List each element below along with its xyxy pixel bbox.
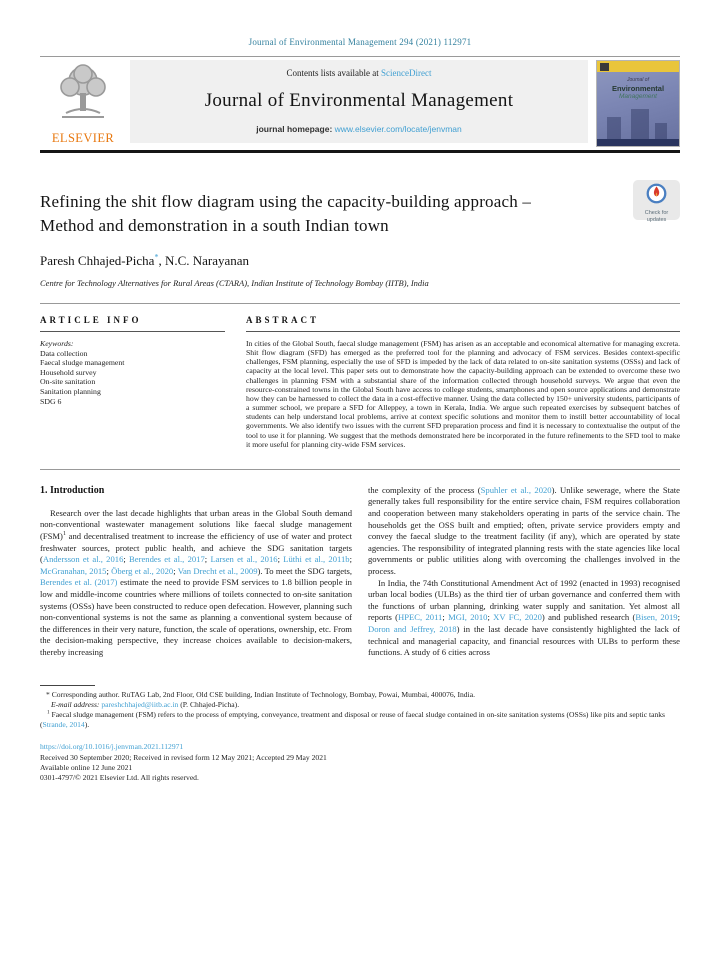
cover-building-shape [607,117,621,139]
keyword-item: Household survey [40,367,97,377]
homepage-line [256,124,462,134]
author-name-2: , N.C. Narayanan [158,253,250,268]
received-line: Received 30 September 2020; Received in revised form 12 May 2021; Accepted 29 May 2021 [40,752,327,762]
article-info-section [40,315,230,449]
update-icon [646,183,667,209]
citation-link[interactable]: Berendes et al. (2017) [40,577,118,588]
info-abstract-block [40,303,680,470]
heading-rule [246,331,680,332]
homepage-label: journal homepage: [256,124,335,134]
available-line: Available online 12 June 2021 [40,763,133,772]
citation-link[interactable]: Strande, 2014 [42,720,85,730]
affiliation: Centre for Technology Alternatives for Rural Areas (CTARA), Indian Institute of Technology Bombay (IITB), India [40,278,429,288]
cover-yellow-band [597,61,679,72]
citation-link[interactable]: Larsen et al., 2016 [210,554,278,565]
cover-emblem [600,63,609,71]
citation-link[interactable]: Berendes et al., 2017 [129,554,205,565]
journal-masthead [40,56,680,153]
citation-link[interactable]: Öberg et al., 2020 [111,565,174,576]
keyword-item: SDG 6 [40,396,62,406]
journal-banner [130,60,588,143]
abstract-section [246,315,680,449]
footnote-1: $^1$ Faecal sludge management (FSM) refers to the process of emptying, conveyance, treatment and disposal or reuse of faecal sludge contained in on-site sanitation systems (OSSs) like pits and septic tanks (Strande, 2014). [40,709,666,730]
intro-paragraph: Research over the last decade highlights that urban areas in the Global South demand non-conventional wastewater management solutions like faecal sludge management (FSM)$^1$ and decentralised treatment to increase the efficiency of use of water and protect freshwater sources, protect public health, and achieve the SDG sanitation targets (Andersson et al., 2016; Berendes et al., 2017; Larsen et al., 2016; Lüthi et al., 2011b; McGranahan, 2015; Öberg et al., 2020; Van Drecht et al., 2009). To meet the SDG targets, Berendes et al. (2017) estimate the need to provide FSM services to 1.8 billion people in low and middle-income countries where millions of toilets connected to on-site sanitation systems (OSSs) have been constructed to reduce open defecation. However, planning such non-conventional systems is not the same as planning a conventional system because of the differences in their very nature, function, the scale of operations, ownership, etc. From the decision-making perspective, they increase choices available to decision-makers, thereby increasing [40,507,352,657]
citation-link[interactable]: Bisen, 2019 [635,612,678,623]
body-columns [40,485,680,659]
keyword-item: On-site sanitation [40,377,96,387]
sciencedirect-link[interactable]: ScienceDirect [381,68,432,78]
abstract-heading: ABSTRACT [246,315,320,325]
article-info-heading: ARTICLE INFO [40,315,142,325]
journal-cover-thumbnail [596,60,680,147]
cover-zone [596,57,680,150]
citation-link[interactable]: Doron and Jeffrey, 2018 [368,624,457,634]
footnote-email: E-mail address: pareshchhajed@iitb.ac.in (P. Chhajed-Picha). [51,699,240,709]
doi-link[interactable]: https://doi.org/10.1016/j.jenvman.2021.112971 [40,741,184,751]
keywords-label: Keywords: [40,339,74,348]
citation-link[interactable]: HPEC, 2011 [398,612,443,623]
copyright-line: 0301-4797/© 2021 Elsevier Ltd. All rights reserved. [40,773,199,783]
intro-column-left [40,485,352,659]
check-updates-badge[interactable] [633,180,680,223]
citation-link[interactable]: pareshchhajed@iitb.ac.in [101,699,179,709]
citation-link[interactable]: Lüthi et al., 2011b [283,554,350,565]
cover-bottom-band [597,139,679,146]
keyword-item: Sanitation planning [40,386,101,396]
cover-title: Journal of Environmental Management [611,77,665,100]
abstract-text: In cities of the Global South, faecal sludge management (FSM) has arisen as an acceptable and economical alternative for managing excreta. Shit flow diagram (SFD) has emerged as the preferred tool for the planning and advocacy of FSM services. Besides context-specific challenges, FSM planning, especially the use of SFD is impeded by the lack of data related to on-site sanitation systems (OSSs) and lack of capacity at the local level. This paper sets out to demonstrate how the capacity-building approach can be extended to overcome these two challenges in planning FSM with a substantial share of the information collected through household surveys. We argue that even the resource-constrained towns in the Global South have access to college students, smartphones and open source applications and demonstrate how they can be harnessed to collect the data in a cost-effective manner. Using the data collected by 150+ university students, participants of a summer school, we prepare a SFD for Alleppey, a town in Kerala, India. We argue such repeated exercises by subsequent batches of students can help understand local problems, arrive at context specific solutions and monitor them to instill better accountability of local governments. We also identify two issues with the current SFD preparation process and find it is necessary to contextualise the output of the tool to use it for planning. We suggest that the methods demonstrated here be incorporated in the future refinements to the SFD tool to make it more useful for planning city-wide FSM services. [246,339,680,449]
article-title [40,190,680,238]
elsevier-logo [40,57,126,150]
citation-link[interactable]: Andersson et al., 2016 [42,554,124,565]
journal-ref: Journal of Environmental Management 294 (2021) 112971 [248,37,472,47]
article-title-line2: Method and demonstration in a south Indian town [40,216,389,235]
contents-line [287,68,432,78]
cover-building-shape [631,109,649,139]
corresponding-author-marker[interactable]: * [154,252,159,262]
citation-link[interactable]: XV FC, 2020 [493,612,542,623]
citation-link[interactable]: McGranahan, 2015 [40,565,107,576]
intro-paragraph: the complexity of the process (Spuhler et al., 2020). Unlike sewerage, where the State generally takes full responsibility for the entire service chain, FSM requires collaboration and cooperation between many stakeholders operating in parts of the service chain. The households get the OSS built and emptied; often, private service providers empty and convey the faecal sludge to the treatment facility (if any), which are operated by state agencies. The responsibility of integrated planning rests with the state agencies like local governments or public utilities along with overcoming the challenges involved in the process. [368,484,680,577]
contents-text: Contents lists available at [286,68,381,78]
cover-building-shape [655,123,667,139]
footnote-corresponding: * Corresponding author. RuTAG Lab, 2nd Floor, Old CSE building, Indian Institute of Technology, Bombay, Powai, Mumbai, 400076, India. [46,689,475,699]
publication-info [40,742,680,784]
article-title-line1: Refining the shit flow diagram using the capacity-building approach – [40,192,532,211]
intro-paragraph: In India, the 74th Constitutional Amendment Act of 1992 (enacted in 1993) recognised urban local bodies (ULBs) as the third tier of urban governance and conferred them with the functions of urban planning, drinking water supply and sanitation. Yet almost all reports (HPEC, 2011; MGI, 2010; XV FC, 2020) and published research (Bisen, 2019; Doron and Jeffrey, 2018) in the last decade have consistently highlighted the lack of technical and managerial capacity, and financial resources with ULBs to perform these functions. A study of 6 cities across [368,577,680,658]
elsevier-tree-icon [52,61,114,130]
keyword-item: Data collection [40,348,88,358]
citation-link[interactable]: Van Drecht et al., 2009 [177,565,258,576]
citation-link[interactable]: MGI, 2010 [448,612,488,623]
keyword-item: Faecal sludge management [40,358,125,368]
intro-column-right [368,485,680,659]
author-name-1: Paresh Chhajed-Picha [40,253,155,268]
intro-heading: 1. Introduction [40,484,105,496]
footnote-divider [40,685,95,686]
elsevier-wordmark: ELSEVIER [51,131,115,145]
journal-title: Journal of Environmental Management [204,90,514,111]
citation-link[interactable]: Spuhler et al., 2020 [480,484,552,495]
homepage-link[interactable]: www.elsevier.com/locate/jenvman [334,124,462,134]
author-line [40,253,680,269]
heading-rule [40,331,225,332]
check-updates-label: Check for updates [644,210,669,223]
